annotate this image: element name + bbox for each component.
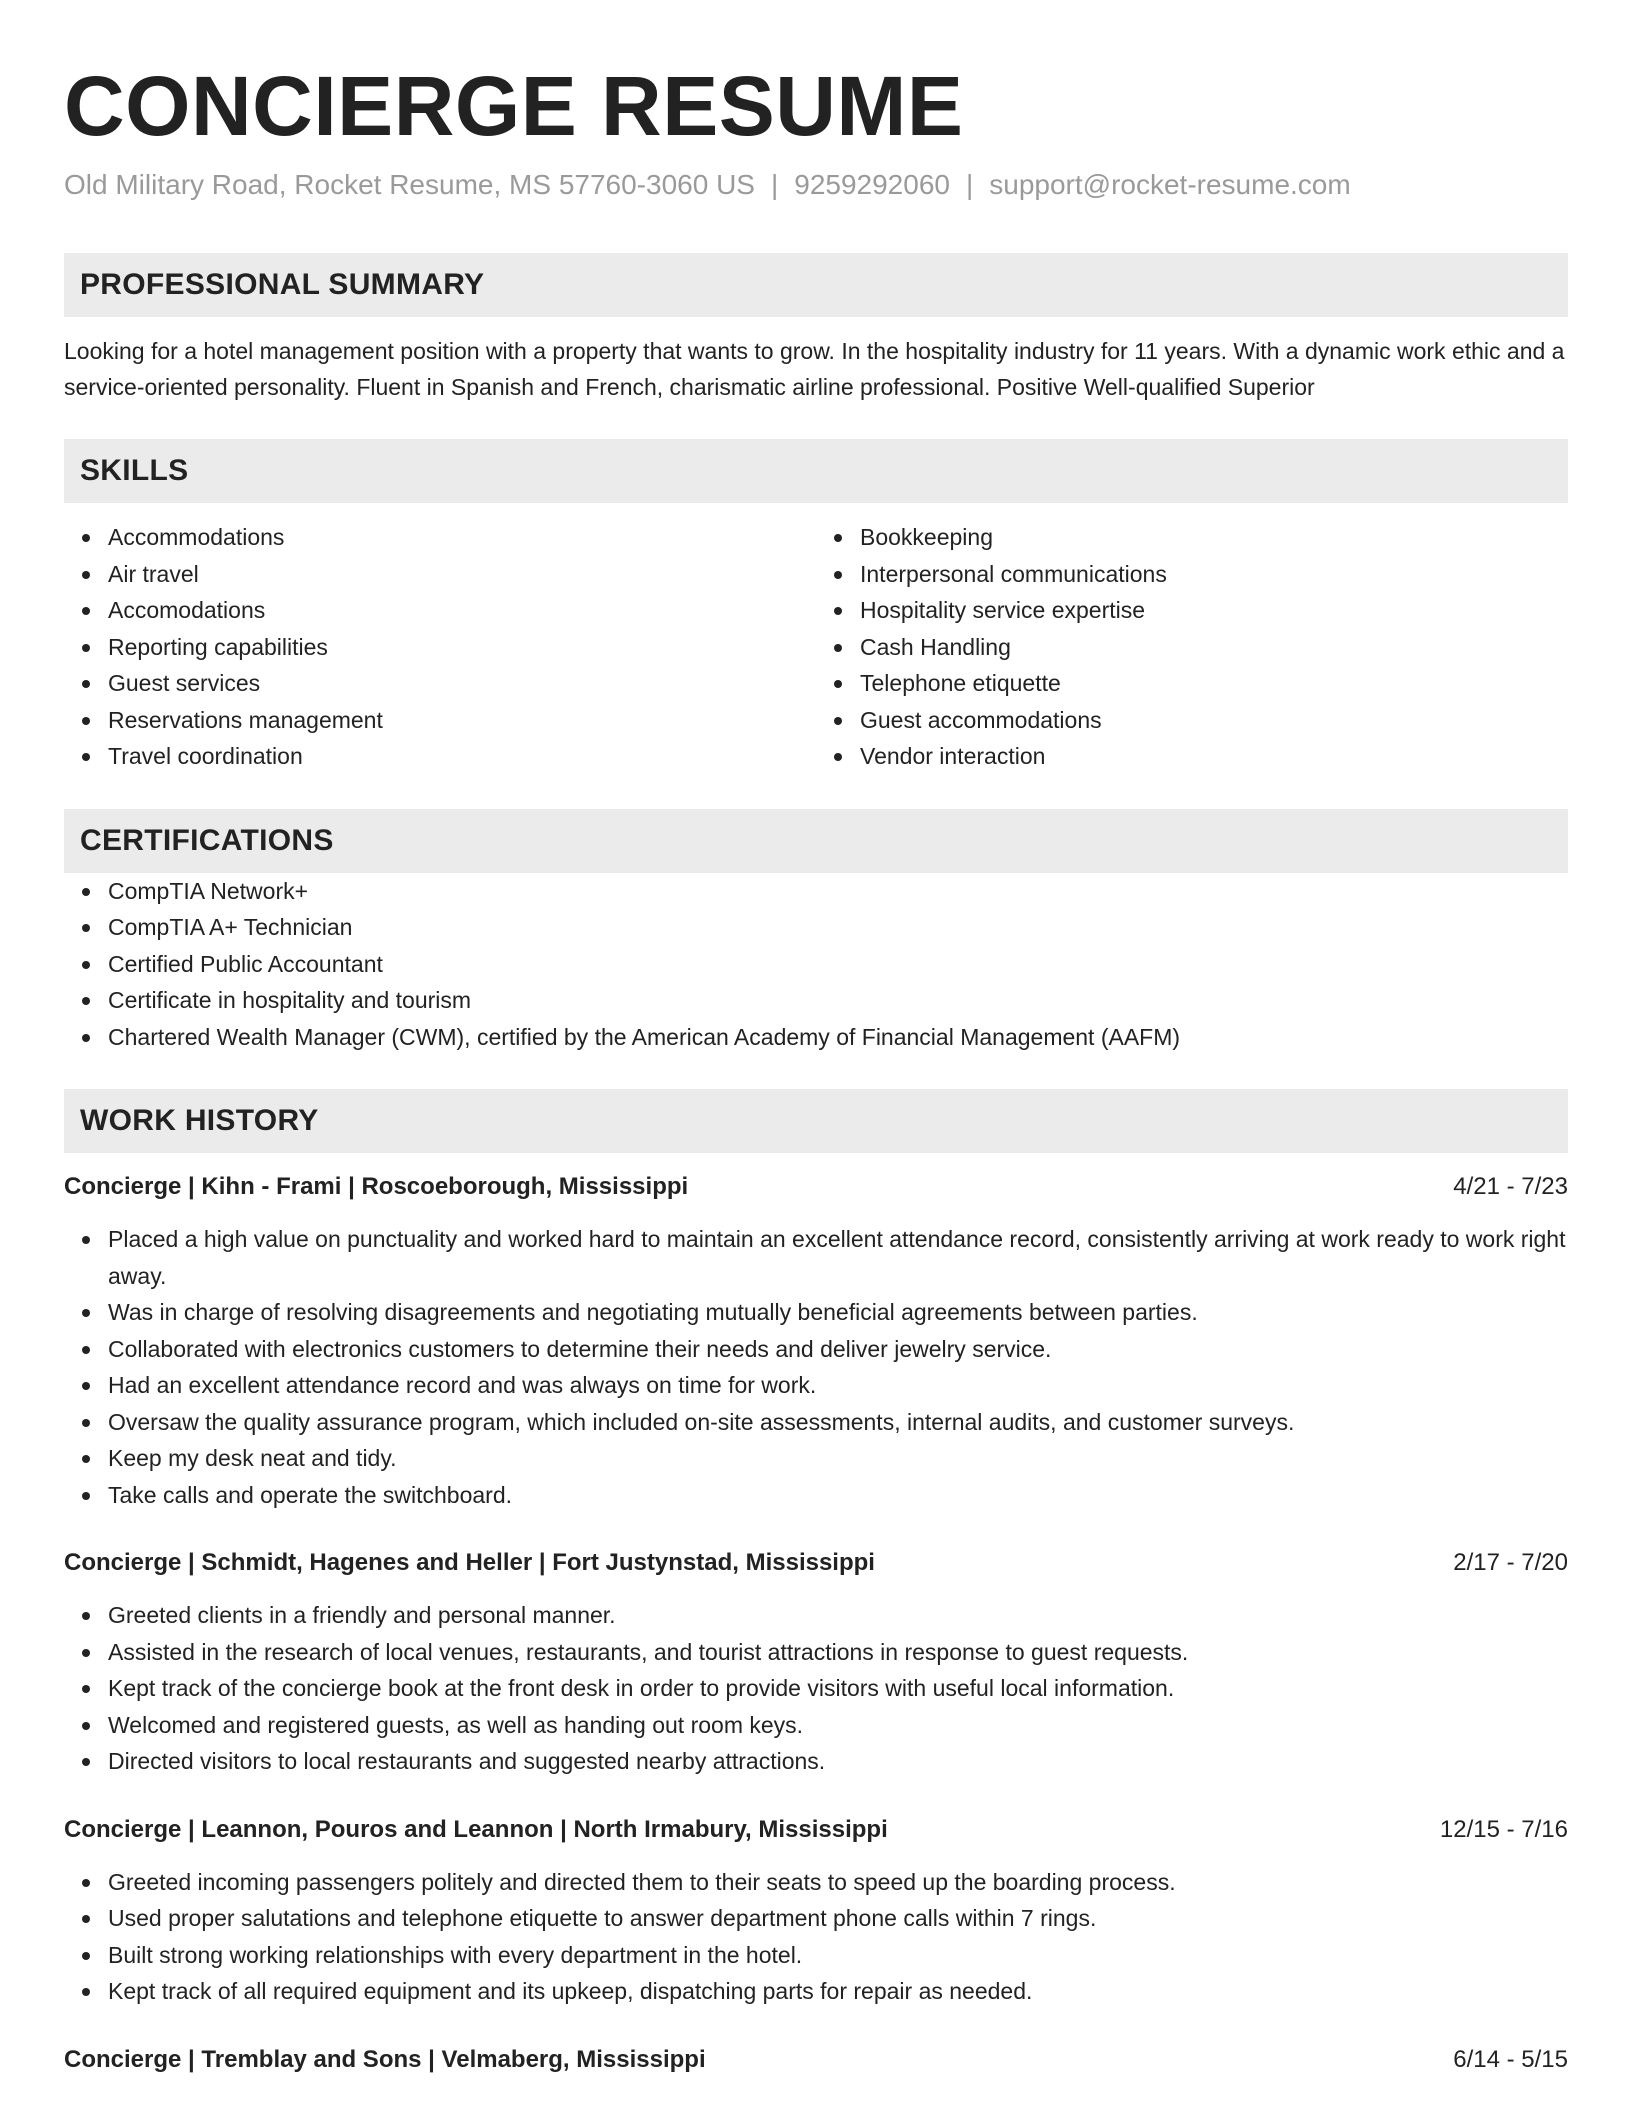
- contact-separator: |: [770, 168, 779, 200]
- skill-item: Guest services: [108, 665, 816, 702]
- work-history-section: [64, 1089, 1568, 2078]
- certification-item: Chartered Wealth Manager (CWM), certified by the American Academy of Financial Management (AAFM): [108, 1019, 1568, 1056]
- job-entry: [64, 2042, 1568, 2078]
- job-entry: [64, 1812, 1568, 2010]
- skill-item: Vendor interaction: [860, 738, 1568, 775]
- certification-item: CompTIA Network+: [108, 873, 1568, 910]
- skill-item: Guest accommodations: [860, 702, 1568, 739]
- job-duty: Used proper salutations and telephone etiquette to answer department phone calls within 7 rings.: [108, 1900, 1568, 1937]
- job-duty: Placed a high value on punctuality and worked hard to maintain an excellent attendance record, consistently arriving at work ready to work right away.: [108, 1221, 1568, 1294]
- job-title: Concierge | Leannon, Pouros and Leannon | North Irmabury, Mississippi: [64, 1815, 888, 1843]
- skill-item: Travel coordination: [108, 738, 816, 775]
- job-duty: Take calls and operate the switchboard.: [108, 1477, 1568, 1514]
- job-duties: [64, 1597, 1568, 1780]
- job-duty: Had an excellent attendance record and was always on time for work.: [108, 1367, 1568, 1404]
- summary-heading: PROFESSIONAL SUMMARY: [64, 253, 1568, 317]
- skill-item: Accommodations: [108, 519, 816, 556]
- skills-section: [64, 439, 1568, 775]
- work-history-heading: WORK HISTORY: [64, 1089, 1568, 1153]
- contact-line: [64, 167, 1568, 203]
- certifications-section: [64, 809, 1568, 1056]
- summary-section: [64, 253, 1568, 405]
- job-dates: 12/15 - 7/16: [1439, 1815, 1568, 1843]
- job-duty: Assisted in the research of local venues, restaurants, and tourist attractions in response to guest requests.: [108, 1634, 1568, 1671]
- certification-item: CompTIA A+ Technician: [108, 909, 1568, 946]
- skill-item: Accomodations: [108, 592, 816, 629]
- job-title: Concierge | Tremblay and Sons | Velmaberg, Mississippi: [64, 2045, 706, 2073]
- job-dates: 2/17 - 7/20: [1453, 1549, 1568, 1577]
- contact-address: Old Military Road, Rocket Resume, MS 57760-3060 US: [64, 168, 755, 200]
- job-header: [64, 2042, 1568, 2078]
- job-header: [64, 1812, 1568, 1848]
- job-header: [64, 1545, 1568, 1581]
- job-dates: 4/21 - 7/23: [1453, 1173, 1568, 1201]
- job-duty: Greeted clients in a friendly and personal manner.: [108, 1597, 1568, 1634]
- skill-item: Reservations management: [108, 702, 816, 739]
- job-duty: Kept track of the concierge book at the front desk in order to provide visitors with useful local information.: [108, 1670, 1568, 1707]
- job-duty: Was in charge of resolving disagreements and negotiating mutually beneficial agreements between parties.: [108, 1294, 1568, 1331]
- contact-phone: 9259292060: [794, 168, 950, 200]
- job-duty: Greeted incoming passengers politely and directed them to their seats to speed up the boarding process.: [108, 1864, 1568, 1901]
- skill-item: Bookkeeping: [860, 519, 1568, 556]
- job-header: [64, 1169, 1568, 1205]
- resume-title: CONCIERGE RESUME: [64, 59, 964, 153]
- contact-separator: |: [965, 168, 974, 200]
- job-dates: 6/14 - 5/15: [1453, 2045, 1568, 2073]
- job-entry: [64, 1169, 1568, 1513]
- job-duty: Collaborated with electronics customers to determine their needs and deliver jewelry service.: [108, 1331, 1568, 1368]
- job-title: Concierge | Schmidt, Hagenes and Heller | Fort Justynstad, Mississippi: [64, 1549, 875, 1577]
- job-duty: Directed visitors to local restaurants and suggested nearby attractions.: [108, 1743, 1568, 1780]
- skills-grid: [64, 519, 1568, 775]
- job-duty: Built strong working relationships with every department in the hotel.: [108, 1937, 1568, 1974]
- skill-item: Telephone etiquette: [860, 665, 1568, 702]
- certifications-list: [64, 873, 1568, 1056]
- skills-list-left: [64, 519, 816, 775]
- job-duty: Keep my desk neat and tidy.: [108, 1440, 1568, 1477]
- skill-item: Hospitality service expertise: [860, 592, 1568, 629]
- summary-text: Looking for a hotel management position with a property that wants to grow. In the hospitality industry for 11 years. With a dynamic work ethic and a service-oriented personality. Fluent in Spanish and French, charismatic airline professional. Positive Well-qualified Superior: [64, 338, 1565, 401]
- job-duty: Oversaw the quality assurance program, which included on-site assessments, internal audits, and customer surveys.: [108, 1404, 1568, 1441]
- skill-item: Interpersonal communications: [860, 556, 1568, 593]
- job-duty: Welcomed and registered guests, as well as handing out room keys.: [108, 1707, 1568, 1744]
- job-duty: Kept track of all required equipment and its upkeep, dispatching parts for repair as needed.: [108, 1973, 1568, 2010]
- skill-item: Cash Handling: [860, 629, 1568, 666]
- job-title: Concierge | Kihn - Frami | Roscoeborough, Mississippi: [64, 1173, 689, 1201]
- contact-email: support@rocket-resume.com: [989, 168, 1351, 200]
- certifications-heading: CERTIFICATIONS: [64, 809, 1568, 873]
- job-entry: [64, 1545, 1568, 1780]
- skill-item: Reporting capabilities: [108, 629, 816, 666]
- job-duties: [64, 1221, 1568, 1513]
- skills-list-right: [816, 519, 1568, 775]
- skill-item: Air travel: [108, 556, 816, 593]
- certification-item: Certificate in hospitality and tourism: [108, 982, 1568, 1019]
- job-duties: [64, 1864, 1568, 2010]
- skills-heading: SKILLS: [64, 439, 1568, 503]
- certification-item: Certified Public Accountant: [108, 946, 1568, 983]
